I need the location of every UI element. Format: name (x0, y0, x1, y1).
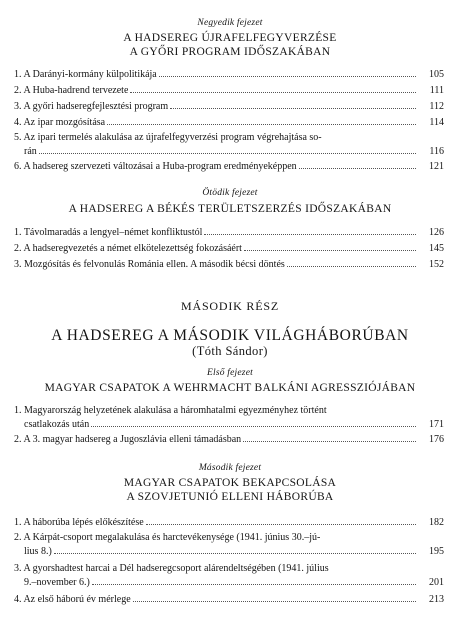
entry-text: 6. A hadsereg szervezeti változásai a Huba-program eredményeképpen (14, 161, 297, 172)
toc-entry[interactable] (14, 563, 444, 589)
entry-text: 2. A 3. magyar hadsereg a Jugoszlávia elleni támadásban (14, 434, 242, 445)
dot-leader (133, 593, 416, 602)
toc-entry[interactable] (14, 100, 444, 114)
toc-entry[interactable] (14, 160, 444, 174)
page-number: 176 (429, 434, 444, 445)
entry-text: 3. A gyorshadtest harcai a Dél hadseregcsoport alárendeltségében (1941. július (14, 563, 329, 574)
toc-entry[interactable] (14, 132, 444, 158)
entry-text: 1. Távolmaradás a lengyel–német konfliktustól (14, 227, 203, 238)
entry-text: 4. Az első háború év mérlege (14, 594, 131, 605)
dot-leader (287, 258, 416, 267)
toc-entry[interactable] (14, 433, 444, 447)
chapter-title: MAGYAR CSAPATOK BEKAPCSOLÁSA (123, 477, 337, 489)
page-number: 182 (429, 517, 444, 528)
page-number: 145 (429, 243, 444, 254)
entry-text: 3. A győri hadseregfejlesztési program (14, 101, 169, 112)
chapter-label: Ötödik fejezet (202, 188, 258, 198)
dot-leader (244, 242, 416, 251)
entry-text: 3. Mozgósítás és felvonulás Románia ellen. A második bécsi döntés (14, 259, 285, 270)
page-number: 213 (429, 594, 444, 605)
toc-entry[interactable] (14, 532, 444, 558)
entry-text: 2. A Huba-hadrend tervezete (14, 85, 129, 96)
chapter-label: Első fejezet (207, 368, 253, 378)
part-label: MÁSODIK RÉSZ (181, 299, 279, 313)
dot-leader (146, 516, 416, 525)
part-author: (Tóth Sándor) (192, 344, 268, 358)
page-number: 171 (429, 418, 444, 430)
page-number: 195 (429, 545, 444, 557)
chapter-label: Negyedik fejezet (197, 18, 263, 28)
entry-text-cont: lius 8.) (24, 545, 52, 557)
toc-entry[interactable] (14, 516, 444, 530)
dot-leader (39, 145, 416, 154)
page-number: 121 (429, 161, 444, 172)
chapter-title: MAGYAR CSAPATOK A WEHRMACHT BALKÁNI AGRESSZIÓJÁBAN (44, 382, 416, 394)
entry-text: 1. A háborúba lépés előkészítése (14, 517, 144, 528)
toc-entry[interactable] (14, 242, 444, 256)
page-number: 105 (429, 69, 444, 80)
chapter-title: A SZOVJETUNIÓ ELLENI HÁBORÚBA (126, 491, 334, 503)
page-number: 114 (429, 117, 444, 128)
entry-text: 1. A Darányi-kormány külpolitikája (14, 69, 157, 80)
page-number: 116 (429, 145, 444, 157)
dot-leader (204, 226, 416, 235)
page-number: 111 (429, 85, 444, 96)
entry-text: 4. Az ipar mozgósítása (14, 117, 106, 128)
entry-text: 1. Magyarország helyzetének alakulása a háromhatalmi egyezményhez történt (14, 405, 327, 416)
dot-leader (92, 576, 416, 585)
entry-text-cont: 9.–november 6.) (24, 576, 90, 588)
entry-text-cont: rán (24, 145, 37, 157)
dot-leader (91, 418, 416, 427)
entry-text: 5. Az ipari termelés alakulása az újrafelfegyverzési program végrehajtása so- (14, 132, 322, 143)
dot-leader (243, 433, 416, 442)
chapter-title: A HADSEREG ÚJRAFELFEGYVERZÉSE (123, 32, 337, 44)
dot-leader (159, 68, 416, 77)
dot-leader (299, 160, 416, 169)
page-number: 112 (429, 101, 444, 112)
chapter-title: A HADSEREG A BÉKÉS TERÜLETSZERZÉS IDŐSZAKÁBAN (68, 203, 392, 215)
chapter-title: A GYŐRI PROGRAM IDŐSZAKÁBAN (129, 46, 331, 58)
page-number: 126 (429, 227, 444, 238)
entry-text: 2. A hadseregvezetés a német elkötelezettség fokozásáért (14, 243, 242, 254)
page-number: 201 (429, 576, 444, 588)
dot-leader (130, 84, 416, 93)
entry-text: 2. A Kárpát-csoport megalakulása és harctevékenysége (1941. június 30.–jú- (14, 532, 321, 543)
chapter-label: Második fejezet (198, 463, 262, 473)
page-number: 152 (429, 259, 444, 270)
toc-entry[interactable] (14, 226, 444, 240)
toc-entry[interactable] (14, 116, 444, 130)
dot-leader (54, 545, 416, 554)
toc-entry[interactable] (14, 84, 444, 98)
dot-leader (107, 116, 416, 125)
toc-entry[interactable] (14, 593, 444, 607)
toc-entry[interactable] (14, 258, 444, 272)
toc-entry[interactable] (14, 405, 444, 431)
toc-entry[interactable] (14, 68, 444, 82)
entry-text-cont: csatlakozás után (24, 418, 90, 430)
dot-leader (170, 100, 416, 109)
part-title: A HADSEREG A MÁSODIK VILÁGHÁBORÚBAN (51, 327, 409, 344)
